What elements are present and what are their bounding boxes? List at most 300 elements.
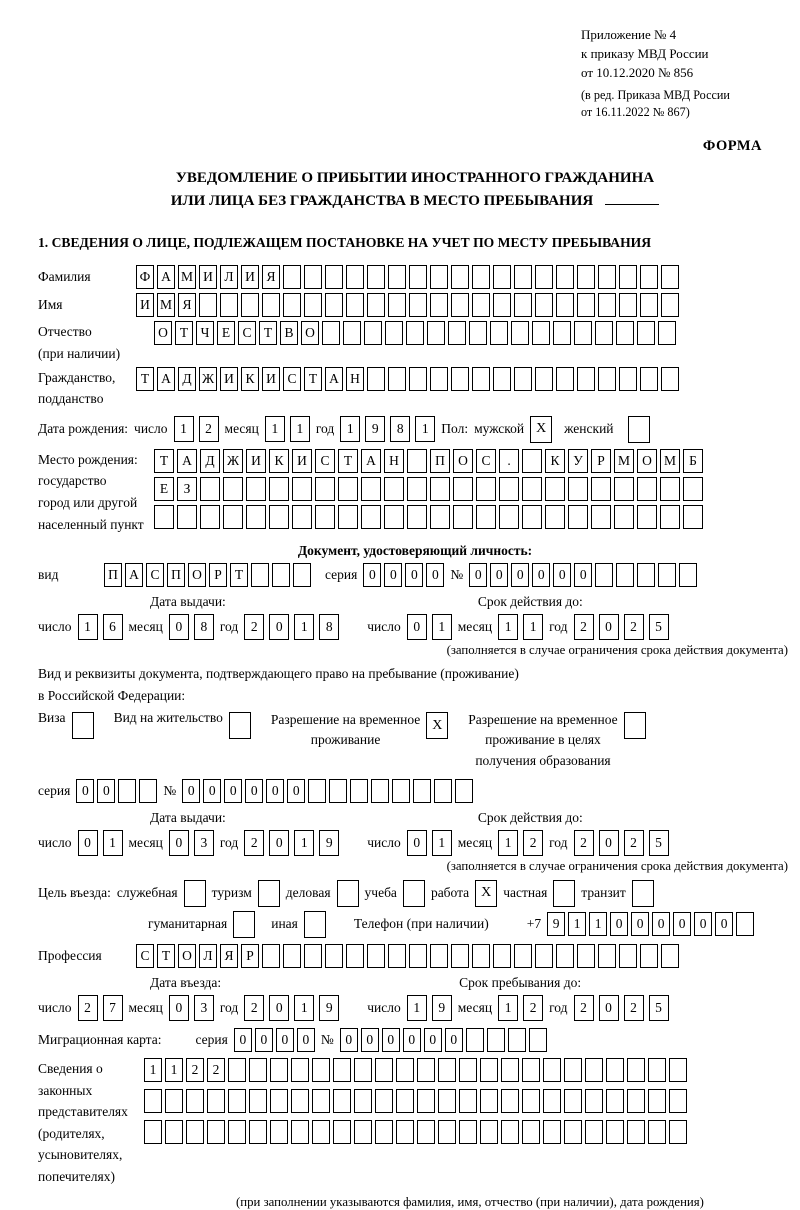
char-cell[interactable]: Д xyxy=(200,449,220,473)
char-cell[interactable] xyxy=(648,1120,666,1144)
char-cell[interactable] xyxy=(430,293,448,317)
char-cell[interactable] xyxy=(388,367,406,391)
char-cell[interactable] xyxy=(165,1120,183,1144)
char-cell[interactable] xyxy=(598,293,616,317)
char-cell[interactable]: 0 xyxy=(287,779,305,803)
char-cell[interactable]: 7 xyxy=(103,995,123,1021)
char-cell[interactable]: 1 xyxy=(432,614,452,640)
char-cell[interactable] xyxy=(333,1089,351,1113)
char-cell[interactable]: 9 xyxy=(319,830,339,856)
char-cell[interactable] xyxy=(619,293,637,317)
char-cell[interactable] xyxy=(660,505,680,529)
char-cell[interactable]: 0 xyxy=(97,779,115,803)
char-cell[interactable] xyxy=(522,1120,540,1144)
char-cell[interactable] xyxy=(228,1120,246,1144)
char-cell[interactable] xyxy=(648,1058,666,1082)
char-cell[interactable] xyxy=(493,367,511,391)
char-cell[interactable]: Р xyxy=(241,944,259,968)
char-cell[interactable] xyxy=(200,505,220,529)
char-cell[interactable] xyxy=(564,1058,582,1082)
char-cell[interactable]: И xyxy=(199,265,217,289)
char-cell[interactable]: С xyxy=(283,367,301,391)
char-cell[interactable]: 1 xyxy=(174,416,194,442)
char-cell[interactable] xyxy=(199,293,217,317)
char-cell[interactable] xyxy=(577,265,595,289)
char-cell[interactable]: 0 xyxy=(407,614,427,640)
char-cell[interactable]: 2 xyxy=(574,614,594,640)
char-cell[interactable]: 3 xyxy=(194,995,214,1021)
char-cell[interactable]: 2 xyxy=(574,830,594,856)
char-cell[interactable] xyxy=(430,505,450,529)
char-cell[interactable]: 9 xyxy=(432,995,452,1021)
char-cell[interactable]: 6 xyxy=(103,614,123,640)
char-cell[interactable]: Д xyxy=(178,367,196,391)
char-cell[interactable]: М xyxy=(157,293,175,317)
char-cell[interactable] xyxy=(556,265,574,289)
char-cell[interactable] xyxy=(448,321,466,345)
char-cell[interactable] xyxy=(591,505,611,529)
char-cell[interactable]: И xyxy=(220,367,238,391)
char-cell[interactable] xyxy=(598,944,616,968)
char-cell[interactable] xyxy=(409,367,427,391)
char-cell[interactable] xyxy=(637,321,655,345)
char-cell[interactable] xyxy=(407,477,427,501)
char-cell[interactable]: 0 xyxy=(405,563,423,587)
char-cell[interactable] xyxy=(480,1120,498,1144)
char-cell[interactable] xyxy=(661,265,679,289)
char-cell[interactable]: 1 xyxy=(78,614,98,640)
char-cell[interactable] xyxy=(480,1089,498,1113)
char-cell[interactable] xyxy=(343,321,361,345)
char-cell[interactable] xyxy=(545,477,565,501)
char-cell[interactable] xyxy=(270,1058,288,1082)
char-cell[interactable] xyxy=(308,779,326,803)
char-cell[interactable] xyxy=(658,563,676,587)
char-cell[interactable]: М xyxy=(178,265,196,289)
char-cell[interactable]: О xyxy=(637,449,657,473)
char-cell[interactable] xyxy=(606,1089,624,1113)
char-cell[interactable]: Л xyxy=(220,265,238,289)
char-cell[interactable]: 0 xyxy=(169,995,189,1021)
char-cell[interactable] xyxy=(522,505,542,529)
char-cell[interactable]: О xyxy=(154,321,172,345)
char-cell[interactable] xyxy=(451,293,469,317)
char-cell[interactable] xyxy=(154,505,174,529)
char-cell[interactable]: 1 xyxy=(568,912,586,936)
rvp-checkbox[interactable]: X xyxy=(426,712,448,739)
char-cell[interactable]: 8 xyxy=(390,416,410,442)
char-cell[interactable] xyxy=(304,293,322,317)
char-cell[interactable] xyxy=(139,779,157,803)
char-cell[interactable]: 0 xyxy=(610,912,628,936)
char-cell[interactable] xyxy=(648,1089,666,1113)
char-cell[interactable] xyxy=(350,779,368,803)
char-cell[interactable] xyxy=(367,265,385,289)
char-cell[interactable] xyxy=(385,321,403,345)
char-cell[interactable]: 0 xyxy=(673,912,691,936)
char-cell[interactable] xyxy=(346,293,364,317)
char-cell[interactable]: . xyxy=(499,449,519,473)
char-cell[interactable] xyxy=(417,1058,435,1082)
char-cell[interactable]: 0 xyxy=(599,614,619,640)
char-cell[interactable]: 8 xyxy=(319,614,339,640)
char-cell[interactable]: 0 xyxy=(169,830,189,856)
char-cell[interactable] xyxy=(535,367,553,391)
char-cell[interactable] xyxy=(577,293,595,317)
char-cell[interactable] xyxy=(409,944,427,968)
char-cell[interactable] xyxy=(375,1058,393,1082)
sex-male-checkbox[interactable]: X xyxy=(530,416,552,443)
char-cell[interactable] xyxy=(616,321,634,345)
char-cell[interactable] xyxy=(736,912,754,936)
char-cell[interactable] xyxy=(658,321,676,345)
char-cell[interactable]: М xyxy=(660,449,680,473)
char-cell[interactable] xyxy=(585,1058,603,1082)
char-cell[interactable] xyxy=(574,321,592,345)
char-cell[interactable]: 0 xyxy=(407,830,427,856)
char-cell[interactable]: 0 xyxy=(234,1028,252,1052)
char-cell[interactable] xyxy=(455,779,473,803)
char-cell[interactable]: Н xyxy=(346,367,364,391)
char-cell[interactable] xyxy=(396,1120,414,1144)
char-cell[interactable] xyxy=(683,505,703,529)
char-cell[interactable] xyxy=(315,505,335,529)
char-cell[interactable]: Т xyxy=(338,449,358,473)
char-cell[interactable]: 0 xyxy=(424,1028,442,1052)
char-cell[interactable] xyxy=(283,265,301,289)
char-cell[interactable] xyxy=(501,1058,519,1082)
char-cell[interactable] xyxy=(532,321,550,345)
char-cell[interactable]: Б xyxy=(683,449,703,473)
char-cell[interactable] xyxy=(384,505,404,529)
char-cell[interactable] xyxy=(144,1089,162,1113)
char-cell[interactable]: 9 xyxy=(547,912,565,936)
char-cell[interactable]: 1 xyxy=(340,416,360,442)
char-cell[interactable]: А xyxy=(361,449,381,473)
char-cell[interactable]: 2 xyxy=(244,830,264,856)
char-cell[interactable]: М xyxy=(614,449,634,473)
char-cell[interactable]: 0 xyxy=(715,912,733,936)
char-cell[interactable] xyxy=(535,293,553,317)
char-cell[interactable] xyxy=(200,477,220,501)
char-cell[interactable] xyxy=(585,1089,603,1113)
char-cell[interactable]: 0 xyxy=(340,1028,358,1052)
char-cell[interactable] xyxy=(333,1058,351,1082)
char-cell[interactable] xyxy=(451,367,469,391)
char-cell[interactable] xyxy=(241,293,259,317)
char-cell[interactable] xyxy=(472,944,490,968)
char-cell[interactable] xyxy=(661,293,679,317)
char-cell[interactable] xyxy=(249,1089,267,1113)
char-cell[interactable] xyxy=(427,321,445,345)
char-cell[interactable]: Т xyxy=(259,321,277,345)
char-cell[interactable]: 8 xyxy=(194,614,214,640)
char-cell[interactable]: С xyxy=(238,321,256,345)
char-cell[interactable] xyxy=(304,944,322,968)
char-cell[interactable]: 1 xyxy=(290,416,310,442)
char-cell[interactable]: 0 xyxy=(76,779,94,803)
char-cell[interactable] xyxy=(312,1089,330,1113)
char-cell[interactable] xyxy=(409,293,427,317)
char-cell[interactable] xyxy=(640,944,658,968)
char-cell[interactable] xyxy=(535,265,553,289)
char-cell[interactable]: Ж xyxy=(199,367,217,391)
char-cell[interactable]: 5 xyxy=(649,614,669,640)
char-cell[interactable] xyxy=(312,1058,330,1082)
char-cell[interactable]: 0 xyxy=(694,912,712,936)
char-cell[interactable] xyxy=(669,1120,687,1144)
char-cell[interactable]: Т xyxy=(157,944,175,968)
purpose-work-checkbox[interactable]: X xyxy=(475,880,497,907)
char-cell[interactable]: Я xyxy=(220,944,238,968)
char-cell[interactable] xyxy=(228,1058,246,1082)
char-cell[interactable]: 0 xyxy=(245,779,263,803)
char-cell[interactable] xyxy=(514,367,532,391)
char-cell[interactable] xyxy=(361,505,381,529)
char-cell[interactable]: Т xyxy=(304,367,322,391)
char-cell[interactable] xyxy=(522,1058,540,1082)
char-cell[interactable]: 0 xyxy=(403,1028,421,1052)
char-cell[interactable] xyxy=(251,563,269,587)
char-cell[interactable] xyxy=(312,1120,330,1144)
char-cell[interactable]: Т xyxy=(175,321,193,345)
char-cell[interactable]: А xyxy=(157,265,175,289)
char-cell[interactable]: 1 xyxy=(165,1058,183,1082)
char-cell[interactable]: И xyxy=(246,449,266,473)
char-cell[interactable] xyxy=(514,293,532,317)
char-cell[interactable] xyxy=(364,321,382,345)
char-cell[interactable]: 0 xyxy=(553,563,571,587)
char-cell[interactable] xyxy=(545,505,565,529)
char-cell[interactable] xyxy=(490,321,508,345)
char-cell[interactable]: 1 xyxy=(523,614,543,640)
char-cell[interactable] xyxy=(556,293,574,317)
char-cell[interactable]: 1 xyxy=(407,995,427,1021)
char-cell[interactable]: Е xyxy=(154,477,174,501)
char-cell[interactable] xyxy=(283,293,301,317)
sex-female-checkbox[interactable] xyxy=(628,416,650,443)
char-cell[interactable] xyxy=(522,477,542,501)
char-cell[interactable]: 9 xyxy=(365,416,385,442)
char-cell[interactable]: 0 xyxy=(631,912,649,936)
char-cell[interactable] xyxy=(487,1028,505,1052)
char-cell[interactable]: 5 xyxy=(649,830,669,856)
char-cell[interactable] xyxy=(338,505,358,529)
char-cell[interactable]: Ф xyxy=(136,265,154,289)
char-cell[interactable]: Т xyxy=(230,563,248,587)
char-cell[interactable] xyxy=(413,779,431,803)
char-cell[interactable] xyxy=(553,321,571,345)
char-cell[interactable] xyxy=(246,505,266,529)
char-cell[interactable] xyxy=(640,367,658,391)
char-cell[interactable] xyxy=(246,477,266,501)
char-cell[interactable] xyxy=(438,1058,456,1082)
char-cell[interactable]: 0 xyxy=(169,614,189,640)
char-cell[interactable] xyxy=(354,1058,372,1082)
char-cell[interactable] xyxy=(293,563,311,587)
char-cell[interactable] xyxy=(499,505,519,529)
char-cell[interactable] xyxy=(367,944,385,968)
char-cell[interactable] xyxy=(430,265,448,289)
char-cell[interactable] xyxy=(493,944,511,968)
char-cell[interactable] xyxy=(270,1120,288,1144)
char-cell[interactable]: 2 xyxy=(207,1058,225,1082)
char-cell[interactable] xyxy=(637,505,657,529)
char-cell[interactable] xyxy=(556,367,574,391)
char-cell[interactable] xyxy=(371,779,389,803)
char-cell[interactable]: 0 xyxy=(382,1028,400,1052)
char-cell[interactable] xyxy=(476,505,496,529)
char-cell[interactable]: 2 xyxy=(624,995,644,1021)
char-cell[interactable] xyxy=(640,293,658,317)
char-cell[interactable]: 0 xyxy=(297,1028,315,1052)
char-cell[interactable] xyxy=(417,1089,435,1113)
char-cell[interactable]: 0 xyxy=(361,1028,379,1052)
char-cell[interactable] xyxy=(451,944,469,968)
char-cell[interactable] xyxy=(511,321,529,345)
char-cell[interactable] xyxy=(493,265,511,289)
char-cell[interactable]: 2 xyxy=(78,995,98,1021)
char-cell[interactable]: И xyxy=(292,449,312,473)
char-cell[interactable] xyxy=(354,1120,372,1144)
char-cell[interactable] xyxy=(451,265,469,289)
char-cell[interactable] xyxy=(472,265,490,289)
char-cell[interactable]: А xyxy=(177,449,197,473)
char-cell[interactable]: А xyxy=(325,367,343,391)
char-cell[interactable]: 0 xyxy=(445,1028,463,1052)
char-cell[interactable] xyxy=(459,1089,477,1113)
char-cell[interactable] xyxy=(388,293,406,317)
char-cell[interactable] xyxy=(325,293,343,317)
char-cell[interactable] xyxy=(269,477,289,501)
char-cell[interactable]: 1 xyxy=(294,995,314,1021)
residence-permit-checkbox[interactable] xyxy=(229,712,251,739)
char-cell[interactable]: О xyxy=(453,449,473,473)
char-cell[interactable] xyxy=(564,1089,582,1113)
char-cell[interactable] xyxy=(619,944,637,968)
char-cell[interactable] xyxy=(384,477,404,501)
char-cell[interactable] xyxy=(228,1089,246,1113)
char-cell[interactable] xyxy=(472,293,490,317)
char-cell[interactable] xyxy=(430,367,448,391)
char-cell[interactable] xyxy=(375,1089,393,1113)
char-cell[interactable] xyxy=(388,265,406,289)
char-cell[interactable] xyxy=(406,321,424,345)
char-cell[interactable] xyxy=(207,1089,225,1113)
char-cell[interactable]: П xyxy=(104,563,122,587)
char-cell[interactable] xyxy=(269,505,289,529)
visa-checkbox[interactable] xyxy=(72,712,94,739)
char-cell[interactable] xyxy=(453,505,473,529)
char-cell[interactable] xyxy=(585,1120,603,1144)
char-cell[interactable] xyxy=(591,477,611,501)
char-cell[interactable] xyxy=(325,944,343,968)
char-cell[interactable] xyxy=(291,1089,309,1113)
char-cell[interactable]: 1 xyxy=(589,912,607,936)
char-cell[interactable] xyxy=(595,321,613,345)
char-cell[interactable]: 0 xyxy=(224,779,242,803)
char-cell[interactable] xyxy=(669,1089,687,1113)
char-cell[interactable] xyxy=(606,1058,624,1082)
char-cell[interactable] xyxy=(472,367,490,391)
char-cell[interactable] xyxy=(501,1120,519,1144)
char-cell[interactable] xyxy=(529,1028,547,1052)
char-cell[interactable]: 1 xyxy=(498,995,518,1021)
char-cell[interactable] xyxy=(407,505,427,529)
char-cell[interactable] xyxy=(249,1058,267,1082)
char-cell[interactable] xyxy=(315,477,335,501)
char-cell[interactable] xyxy=(595,563,613,587)
char-cell[interactable] xyxy=(388,944,406,968)
char-cell[interactable] xyxy=(291,1058,309,1082)
char-cell[interactable]: П xyxy=(167,563,185,587)
char-cell[interactable] xyxy=(637,563,655,587)
char-cell[interactable] xyxy=(262,944,280,968)
char-cell[interactable] xyxy=(333,1120,351,1144)
char-cell[interactable]: 1 xyxy=(498,614,518,640)
char-cell[interactable]: Ч xyxy=(196,321,214,345)
char-cell[interactable] xyxy=(438,1089,456,1113)
char-cell[interactable] xyxy=(577,944,595,968)
char-cell[interactable]: 5 xyxy=(649,995,669,1021)
char-cell[interactable]: 0 xyxy=(203,779,221,803)
char-cell[interactable]: А xyxy=(157,367,175,391)
char-cell[interactable]: И xyxy=(241,265,259,289)
purpose-other-checkbox[interactable] xyxy=(304,911,326,938)
char-cell[interactable] xyxy=(459,1120,477,1144)
char-cell[interactable]: 0 xyxy=(511,563,529,587)
purpose-private-checkbox[interactable] xyxy=(553,880,575,907)
char-cell[interactable]: 1 xyxy=(144,1058,162,1082)
char-cell[interactable]: 2 xyxy=(186,1058,204,1082)
char-cell[interactable] xyxy=(304,265,322,289)
char-cell[interactable]: 0 xyxy=(276,1028,294,1052)
char-cell[interactable]: 0 xyxy=(255,1028,273,1052)
purpose-study-checkbox[interactable] xyxy=(403,880,425,907)
char-cell[interactable] xyxy=(514,944,532,968)
char-cell[interactable] xyxy=(367,367,385,391)
char-cell[interactable]: З xyxy=(177,477,197,501)
char-cell[interactable]: С xyxy=(136,944,154,968)
char-cell[interactable] xyxy=(466,1028,484,1052)
char-cell[interactable]: 2 xyxy=(574,995,594,1021)
rvp-education-checkbox[interactable] xyxy=(624,712,646,739)
char-cell[interactable] xyxy=(679,563,697,587)
char-cell[interactable] xyxy=(476,477,496,501)
char-cell[interactable]: 0 xyxy=(599,830,619,856)
char-cell[interactable] xyxy=(508,1028,526,1052)
char-cell[interactable]: 0 xyxy=(78,830,98,856)
char-cell[interactable] xyxy=(640,265,658,289)
char-cell[interactable]: 0 xyxy=(574,563,592,587)
char-cell[interactable] xyxy=(493,293,511,317)
char-cell[interactable] xyxy=(627,1120,645,1144)
char-cell[interactable] xyxy=(430,944,448,968)
char-cell[interactable] xyxy=(556,944,574,968)
char-cell[interactable]: 1 xyxy=(103,830,123,856)
char-cell[interactable]: 0 xyxy=(269,614,289,640)
char-cell[interactable] xyxy=(186,1089,204,1113)
char-cell[interactable] xyxy=(614,477,634,501)
char-cell[interactable]: А xyxy=(125,563,143,587)
char-cell[interactable]: У xyxy=(568,449,588,473)
char-cell[interactable]: В xyxy=(280,321,298,345)
char-cell[interactable] xyxy=(660,477,680,501)
char-cell[interactable] xyxy=(409,265,427,289)
char-cell[interactable] xyxy=(118,779,136,803)
char-cell[interactable]: Т xyxy=(136,367,154,391)
char-cell[interactable]: 0 xyxy=(490,563,508,587)
